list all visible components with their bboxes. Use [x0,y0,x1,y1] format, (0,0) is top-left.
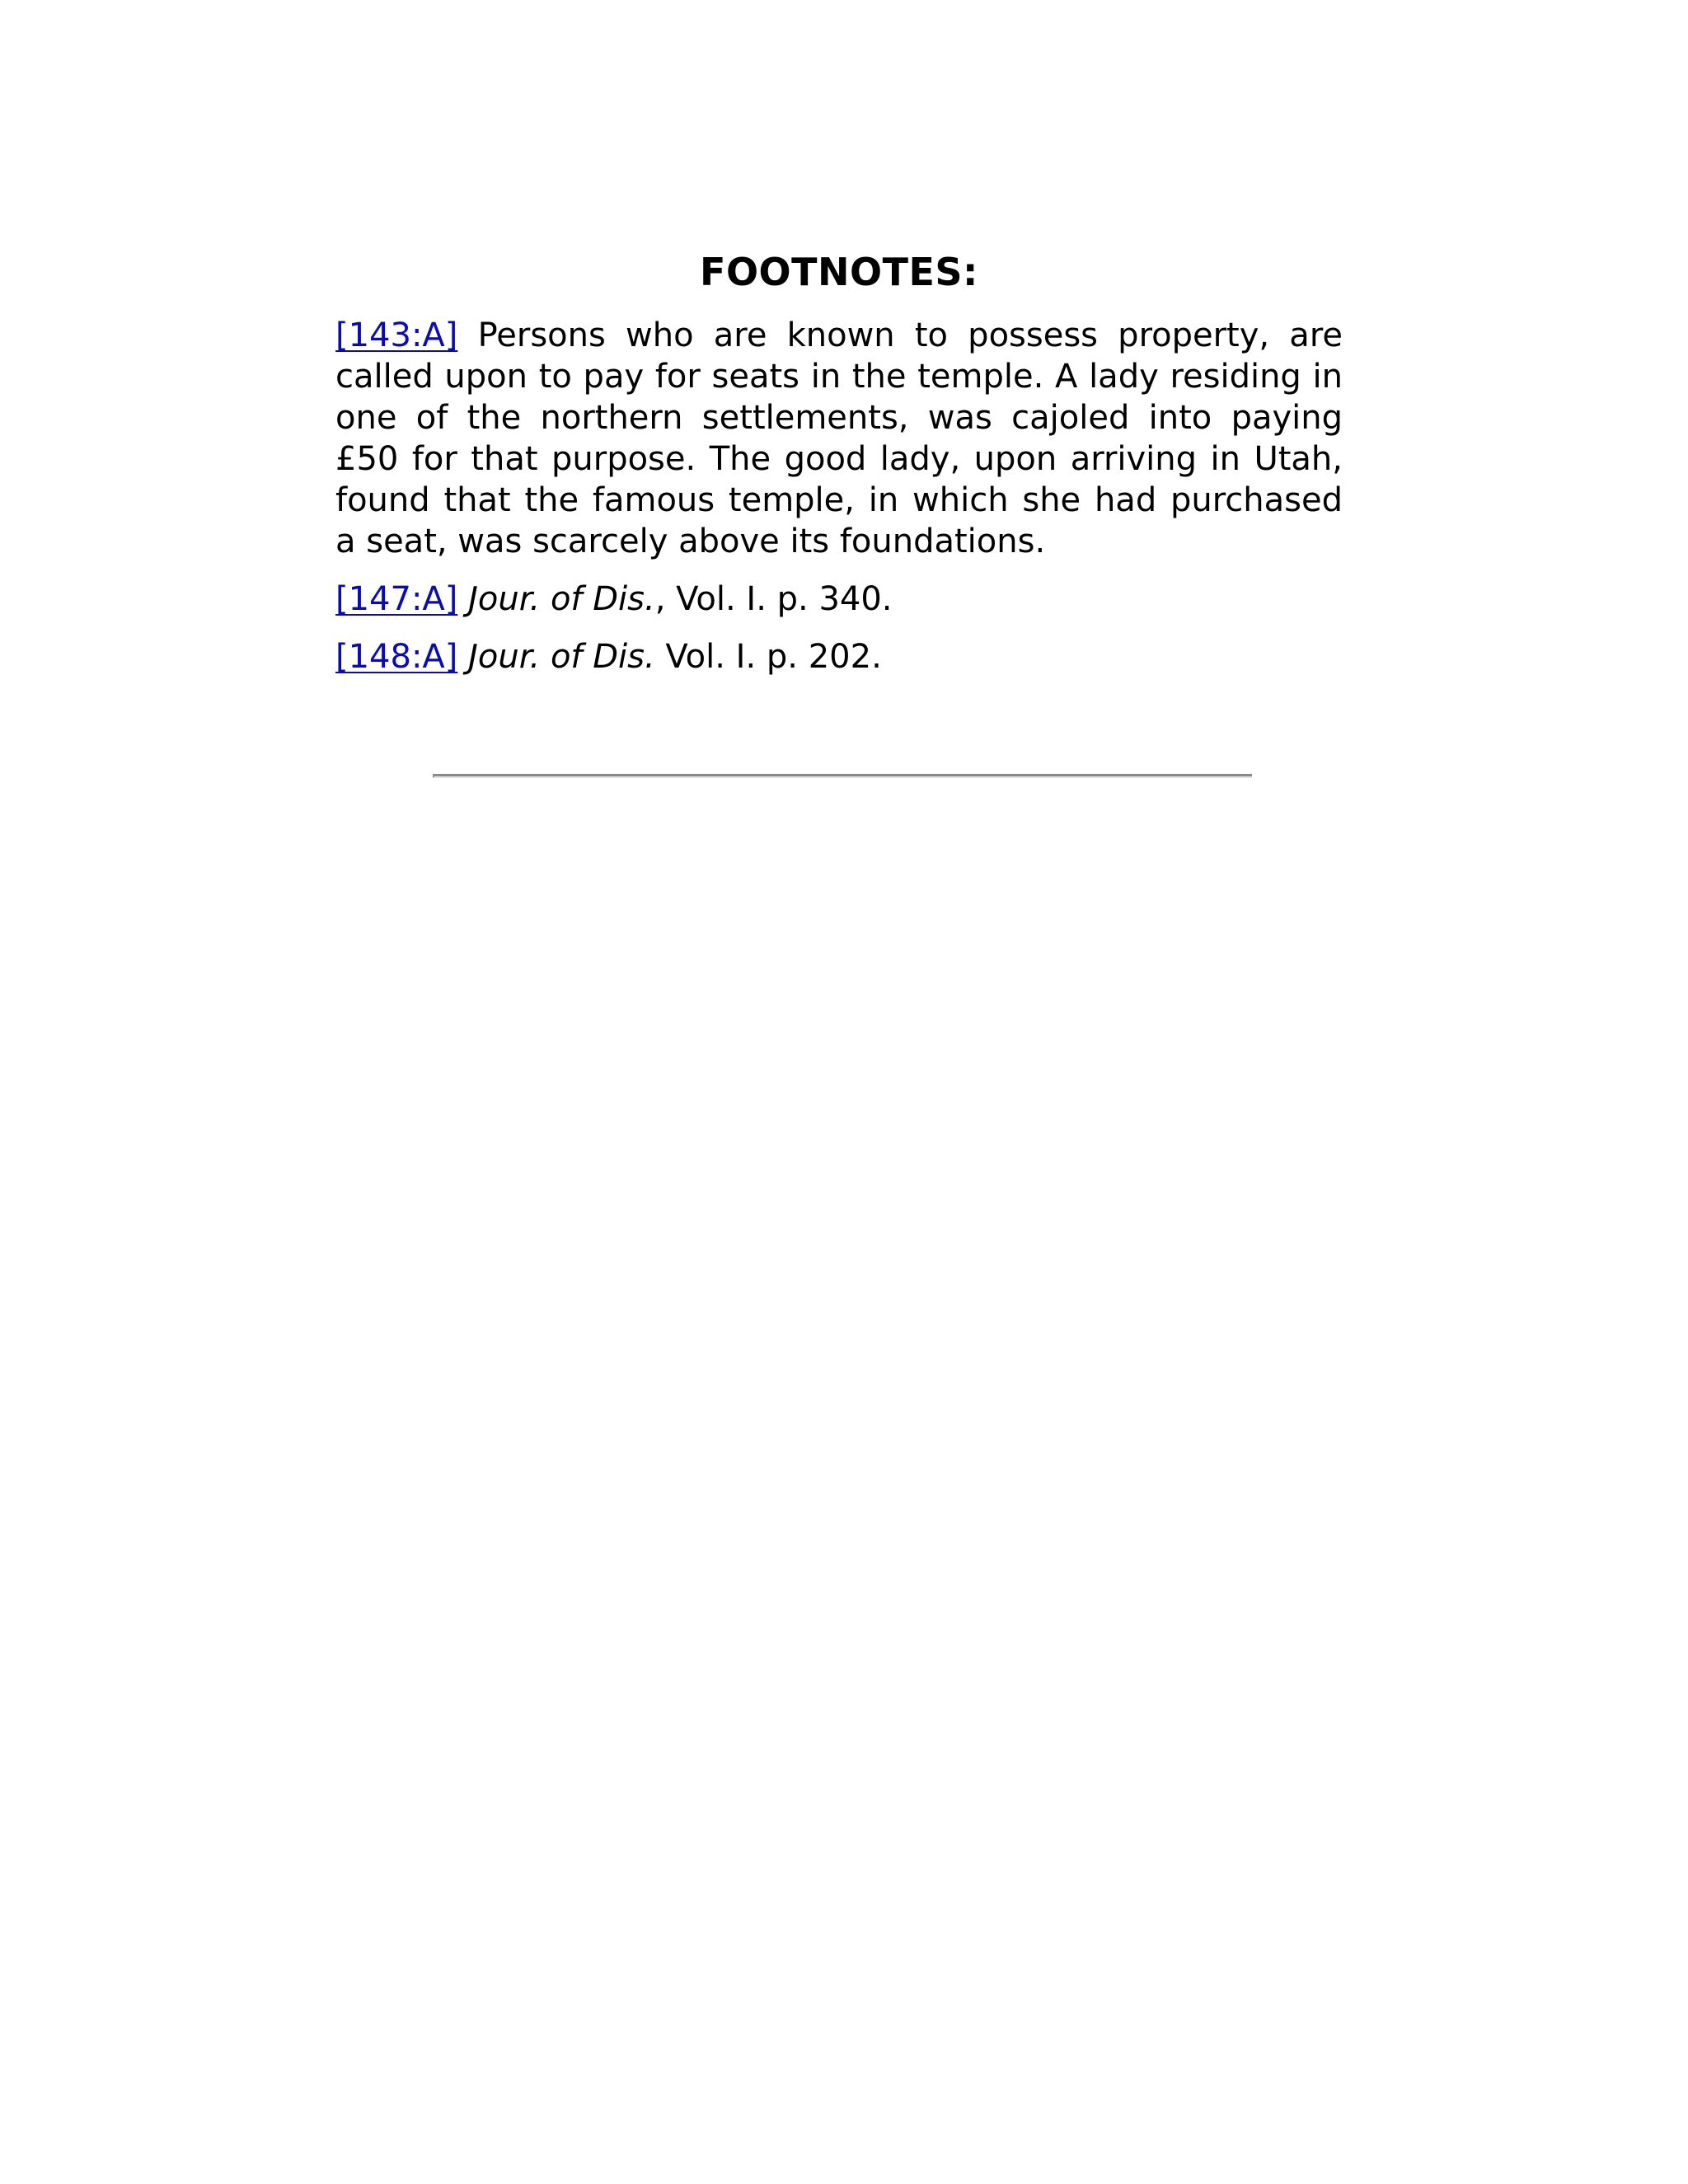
footnote-143a [335,315,1343,562]
footnote-citation: , Vol. I. p. 340. [654,580,893,618]
footnote-ref-link-147a[interactable]: [147:A] [335,580,458,618]
footnote-source-title: Jour. of Dis. [468,638,655,676]
footnote-147a [335,579,1343,620]
horizontal-rule [433,774,1252,778]
footnote-148a [335,636,1343,677]
footnote-ref-link-148a[interactable]: [148:A] [335,638,458,676]
footnote-citation: Vol. I. p. 202. [654,638,882,676]
footnotes-heading: FOOTNOTES: [700,250,978,294]
footnotes-section [335,247,1343,694]
footnote-text: Persons who are known to possess property, are called upon to pay for seats in the temple. A lady residing in one of the northern settlements, was cajoled into paying £50 for that purpose. The good lady, upon arriving in Utah, found that the famous temple, in which she had purchased a seat, was scarcely above its foundations. [335,316,1343,560]
footnote-ref-link-143a[interactable]: [143:A] [335,316,458,354]
footnote-source-title: Jour. of Dis. [468,580,655,618]
